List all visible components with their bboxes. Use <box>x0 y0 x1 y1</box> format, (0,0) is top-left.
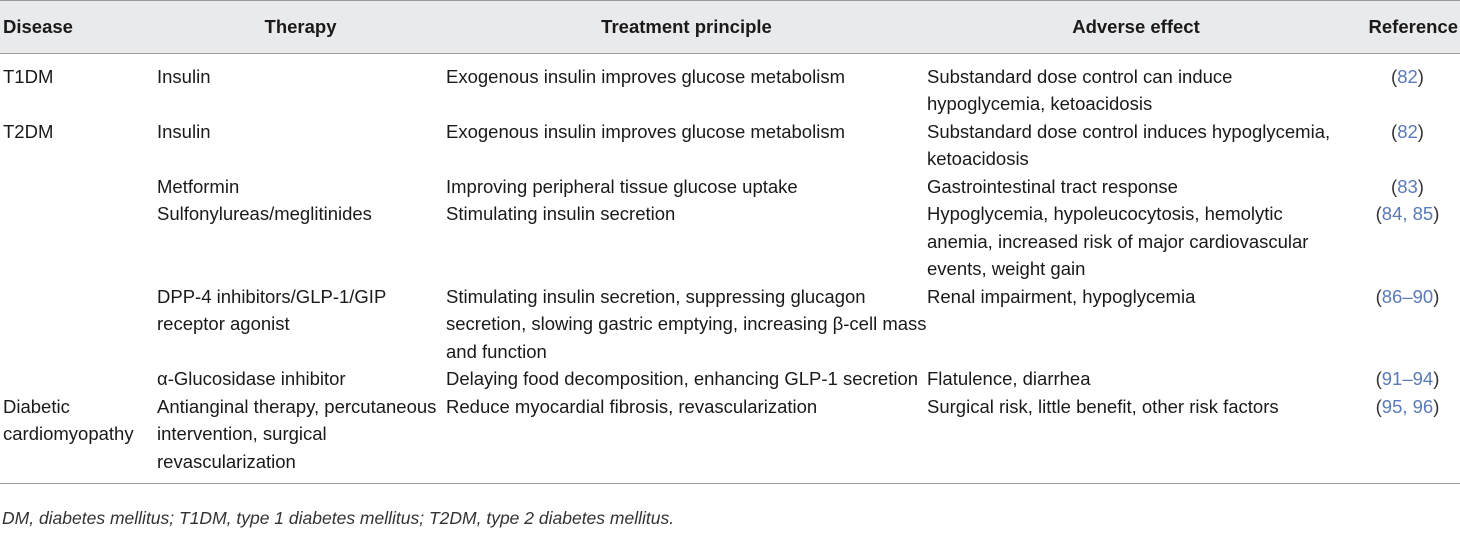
cell-therapy: Insulin <box>157 65 211 87</box>
cell-adverse: Surgical risk, little benefit, other risk factors <box>927 393 1345 484</box>
table-footnote: DM, diabetes mellitus; T1DM, type 1 diabetes mellitus; T2DM, type 2 diabetes mellitus. <box>2 508 675 528</box>
cell-disease: T2DM <box>3 120 54 142</box>
cell-disease <box>0 365 155 393</box>
cell-adverse: Substandard dose control induces hypoglycemia, ketoacidosis <box>927 120 1331 169</box>
cell-principle: Delaying food decomposition, enhancing GLP-1 secretion <box>446 368 919 389</box>
table-row <box>0 200 1460 283</box>
cell-adverse: Gastrointestinal tract response <box>927 175 1178 197</box>
cell-adverse: Hypoglycemia, hypoleucocytosis, hemolytic anemia, increased risk of major cardiovascular events, weight gain <box>927 203 1309 279</box>
table-row <box>0 365 1460 393</box>
cell-therapy: DPP-4 inhibitors/GLP-1/GIP receptor agonist <box>157 285 386 334</box>
table-header <box>0 1 1460 54</box>
cell-adverse: Flatulence, diarrhea <box>927 368 1091 389</box>
header-disease: Disease <box>0 1 155 54</box>
cell-therapy: Insulin <box>157 120 211 142</box>
table-body <box>0 53 1460 484</box>
cell-therapy: Antianginal therapy, percutaneous intervention, surgical revascularization <box>155 393 446 484</box>
cell-reference: (95, 96) <box>1345 393 1460 484</box>
reference-link[interactable]: 95, 96 <box>1381 395 1434 417</box>
cell-disease: Diabetic cardiomyopathy <box>0 393 155 484</box>
cell-adverse: Substandard dose control can induce hypoglycemia, ketoacidosis <box>927 65 1233 114</box>
table-row <box>0 173 1460 201</box>
cell-principle: Exogenous insulin improves glucose metabolism <box>446 65 845 87</box>
cell-reference: (91–94) <box>1375 368 1440 389</box>
cell-disease <box>0 200 155 283</box>
cell-principle: Reduce myocardial fibrosis, revascularization <box>446 393 927 484</box>
reference-link[interactable]: 84, 85 <box>1381 203 1434 224</box>
cell-reference: (86–90) <box>1375 285 1440 307</box>
cell-reference: (83) <box>1391 175 1424 197</box>
header-treatment-principle: Treatment principle <box>446 1 927 54</box>
cell-therapy: Metformin <box>157 175 240 197</box>
cell-adverse: Renal impairment, hypoglycemia <box>927 285 1196 307</box>
reference-link[interactable]: 82 <box>1397 120 1418 142</box>
header-adverse-effect: Adverse effect <box>927 1 1345 54</box>
header-therapy: Therapy <box>155 1 446 54</box>
cell-disease <box>0 173 155 201</box>
cell-therapy: Sulfonylureas/meglitinides <box>157 203 372 224</box>
cell-reference: (82) <box>1391 120 1424 142</box>
cell-principle: Exogenous insulin improves glucose metabolism <box>446 120 845 142</box>
table-row <box>0 118 1460 173</box>
cell-disease: T1DM <box>3 65 54 87</box>
table-row <box>0 393 1460 484</box>
cell-reference: (82) <box>1391 65 1424 87</box>
table-row <box>0 53 1460 118</box>
header-row <box>0 1 1460 54</box>
cell-principle: Improving peripheral tissue glucose uptake <box>446 175 798 197</box>
reference-link[interactable]: 86–90 <box>1381 285 1434 307</box>
cell-therapy: α-Glucosidase inhibitor <box>157 368 346 389</box>
reference-link[interactable]: 83 <box>1397 175 1418 197</box>
reference-link[interactable]: 91–94 <box>1381 368 1434 389</box>
reference-link[interactable]: 82 <box>1397 65 1418 87</box>
cell-disease <box>0 283 155 366</box>
cell-reference: (84, 85) <box>1375 203 1440 224</box>
header-reference: Reference <box>1345 1 1460 54</box>
cell-principle: Stimulating insulin secretion, suppressing glucagon secretion, slowing gastric emptying, increasing β-cell mass and function <box>446 285 927 362</box>
cell-principle: Stimulating insulin secretion <box>446 203 676 224</box>
table-row <box>0 283 1460 366</box>
